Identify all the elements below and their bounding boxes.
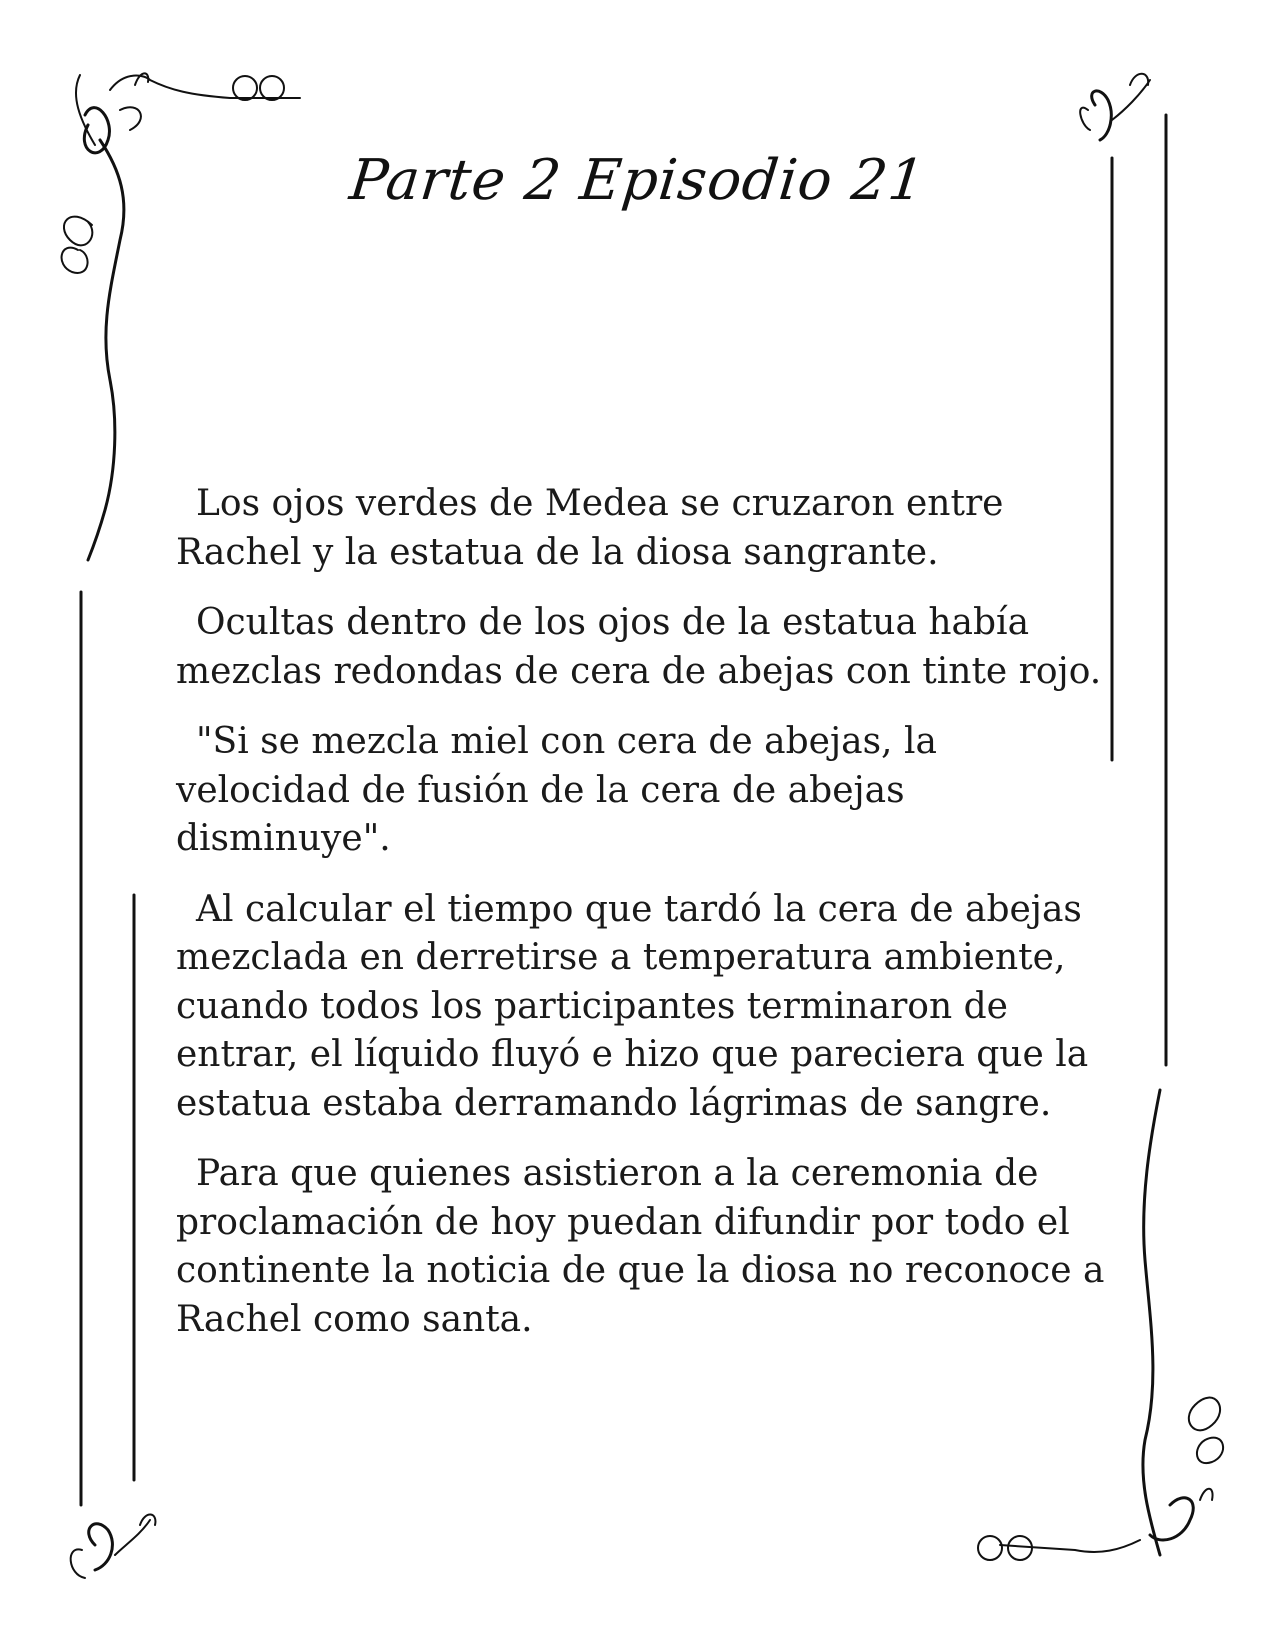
paragraph: Los ojos verdes de Medea se cruzaron entre Rachel y la estatua de la diosa sangrante. [176, 483, 1004, 573]
flourish-bottom-left-icon [71, 1514, 156, 1578]
paragraph: "Si se mezcla miel con cera de abejas, la velocidad de fusión de la cera de abejas disminuye". [176, 721, 937, 859]
story-body [176, 480, 1106, 1366]
paragraph: Al calcular el tiempo que tardó la cera de abejas mezclada en derretirse a temperatura ambiente, cuando todos los participantes terminaron de entrar, el líquido fluyó e hizo que pareciera que la estatua estaba derramando lágrimas de sangre. [176, 888, 1089, 1124]
paragraph: Para que quienes asistieron a la ceremonia de proclamación de hoy puedan difundir por todo el continente la noticia de que la diosa no reconoce a Rachel como santa. [176, 1153, 1105, 1340]
page-title: Parte 2 Episodio 21 [346, 148, 929, 213]
paragraph: Ocultas dentro de los ojos de la estatua había mezclas redondas de cera de abejas con tinte rojo. [176, 602, 1102, 692]
